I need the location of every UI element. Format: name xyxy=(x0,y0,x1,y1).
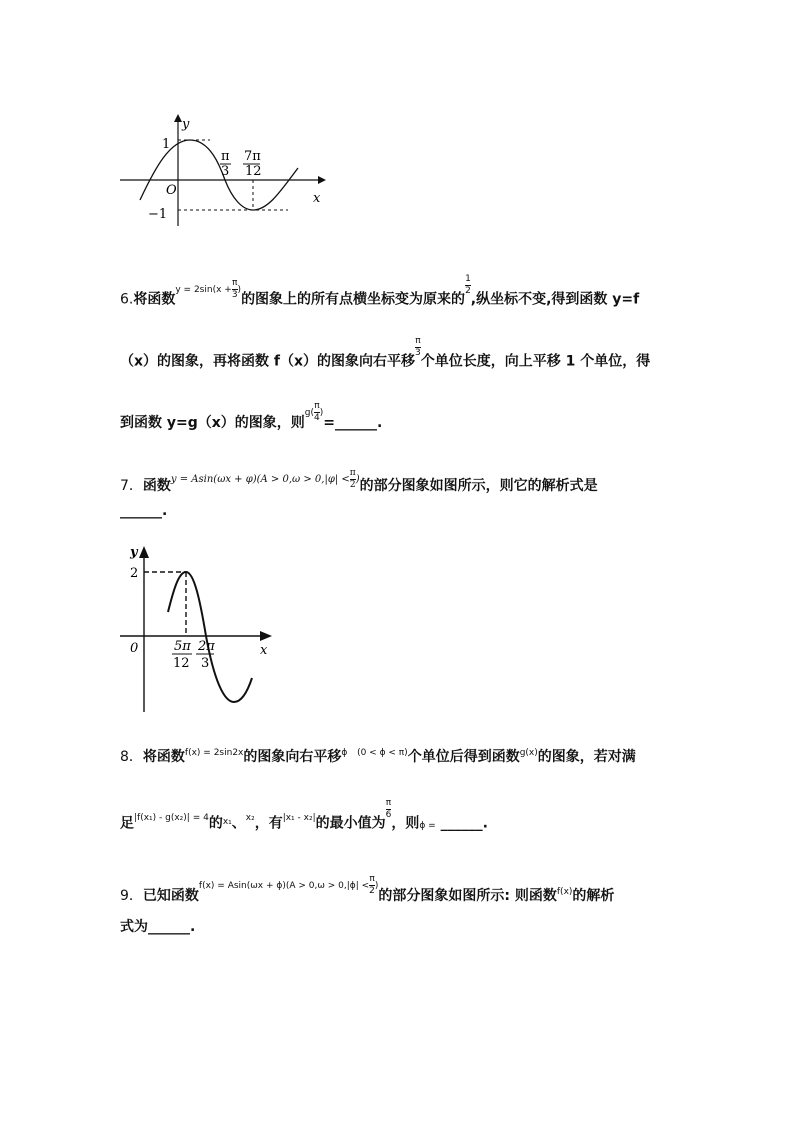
q7-formula: y = Asin(ωx + φ)(A > 0,ω > 0,|φ| < π 2 ) xyxy=(170,468,360,490)
q7-text-2: 的部分图象如图所示，则它的解析式是 xyxy=(359,478,598,494)
q8-text-1: 将函数 xyxy=(142,749,185,765)
q8-f-formula: f(x) = 2sin2x xyxy=(184,748,244,758)
graph-2-x-arrow xyxy=(260,631,272,641)
q6-text-2: 的图象上的所有点横坐标变为原来的 xyxy=(241,291,466,308)
q8-phi-eq: ϕ = xyxy=(419,820,436,831)
question-9-number: 9． xyxy=(120,888,143,904)
q8-line-2-b: 的 xyxy=(208,815,223,832)
q9-fx: f(x) xyxy=(556,887,573,897)
q6-text-1: 将函数 xyxy=(133,291,176,308)
question-8-number: 8． xyxy=(120,749,143,765)
q6-line-2-a: （x）的图象，再将函数 f（x）的图象向右平移 xyxy=(120,353,416,370)
q8-condition: |f(x₁) - g(x₂)| = 4 xyxy=(134,812,209,823)
q6-line-3-a: 到函数 y=g（x）的图象，则 xyxy=(120,415,305,431)
graph-1-tick1-num: π xyxy=(221,149,230,164)
q8-diff: |x₁ - x₂| xyxy=(282,812,316,823)
q6-answer-blank: =______. xyxy=(323,415,383,431)
q8-line-2-d: 的最小值为 xyxy=(315,815,386,832)
graph-1 xyxy=(110,108,340,233)
question-6-line-1 xyxy=(120,274,640,313)
graph-2-tick2-den: 3 xyxy=(201,656,210,671)
graph-1-y-min-label: −1 xyxy=(148,207,168,222)
q6-half-fraction: $\frac{1}{2}$ xyxy=(465,274,471,296)
q8-text-2: 的图象向右平移 xyxy=(243,749,342,765)
q6-text-3: ,纵坐标不变,得到函数 y=f xyxy=(470,291,640,308)
q8-x2: x₂ xyxy=(245,812,255,823)
q9-text-1: 已知函数 xyxy=(142,888,199,904)
q6-formula: y = 2sin(x + π 3 ) xyxy=(175,277,242,300)
q8-line-2-e: ，则 xyxy=(391,815,420,832)
graph-2-origin-label: 0 xyxy=(130,641,139,656)
question-6-line-2 xyxy=(120,336,651,373)
graph-2-y-label: y xyxy=(130,545,138,560)
q8-min-fraction: $\frac{\pi}{6}$ xyxy=(385,798,392,820)
q8-line-2-a: 足 xyxy=(120,815,134,832)
graph-2-y-arrow xyxy=(139,546,149,558)
q8-text-4: 的图象，若对满 xyxy=(537,749,636,765)
graph-1-x-arrow xyxy=(318,176,326,184)
q6-g-value: g( π 4 ) xyxy=(304,401,324,423)
q7-answer-blank: ______. xyxy=(120,503,168,519)
question-7-line-2 xyxy=(120,501,167,521)
q9-text-2: 的部分图象如图所示: 则函数 xyxy=(378,888,557,904)
q6-line-2-b: 个单位长度，向上平移 1 个单位，得 xyxy=(420,353,651,370)
question-8-line-1 xyxy=(120,747,636,769)
graph-1-y-max-label: 1 xyxy=(162,137,171,152)
graph-2-tick1-den: 12 xyxy=(173,656,190,671)
question-7-line-1 xyxy=(120,468,598,499)
graph-1-tick1-den: 3 xyxy=(221,164,230,179)
question-9-line-2 xyxy=(120,917,195,937)
q8-x1: x₁ xyxy=(222,816,232,827)
graph-1-x-label: x xyxy=(313,191,321,206)
question-8-line-2 xyxy=(120,798,488,836)
q8-phi: ϕ xyxy=(341,748,348,758)
q8-text-3: 个单位后得到函数 xyxy=(407,749,520,765)
q8-line-2-c: ，有 xyxy=(254,815,283,832)
graph-2-sine-curve xyxy=(168,572,252,702)
question-6-number: 6. xyxy=(120,291,134,308)
graph-1-tick2-num: 7π xyxy=(244,149,261,164)
graph-1-origin-label: O xyxy=(166,183,177,198)
graph-1-tick2-den: 12 xyxy=(245,164,262,179)
graph-1-y-arrow xyxy=(174,114,182,122)
graph-2-tick1-num: 5π xyxy=(174,639,191,654)
q9-formula: f(x) = Asin(ωx + ϕ)(A > 0,ω > 0,|ϕ| < π 2 ) xyxy=(198,874,379,896)
q8-dot: 、 xyxy=(231,815,246,832)
q8-phi-range: (0 < ϕ < π) xyxy=(357,748,408,758)
q8-answer-blank: ______. xyxy=(440,815,488,832)
q8-g: g(x) xyxy=(519,748,538,758)
graph-2-y-max-label: 2 xyxy=(130,566,139,581)
graph-2-tick2-num: 2π xyxy=(198,639,215,654)
q6-shift-fraction: $\frac{\pi}{3}$ xyxy=(415,336,421,358)
question-7-number: 7． xyxy=(120,478,143,494)
graph-2 xyxy=(114,540,284,720)
q9-text-3: 的解析 xyxy=(572,888,615,904)
graph-1-y-label: y xyxy=(182,117,190,132)
q9-answer-line: 式为______. xyxy=(120,919,196,935)
graph-2-x-label: x xyxy=(260,643,268,658)
q7-text-1: 函数 xyxy=(142,478,171,494)
